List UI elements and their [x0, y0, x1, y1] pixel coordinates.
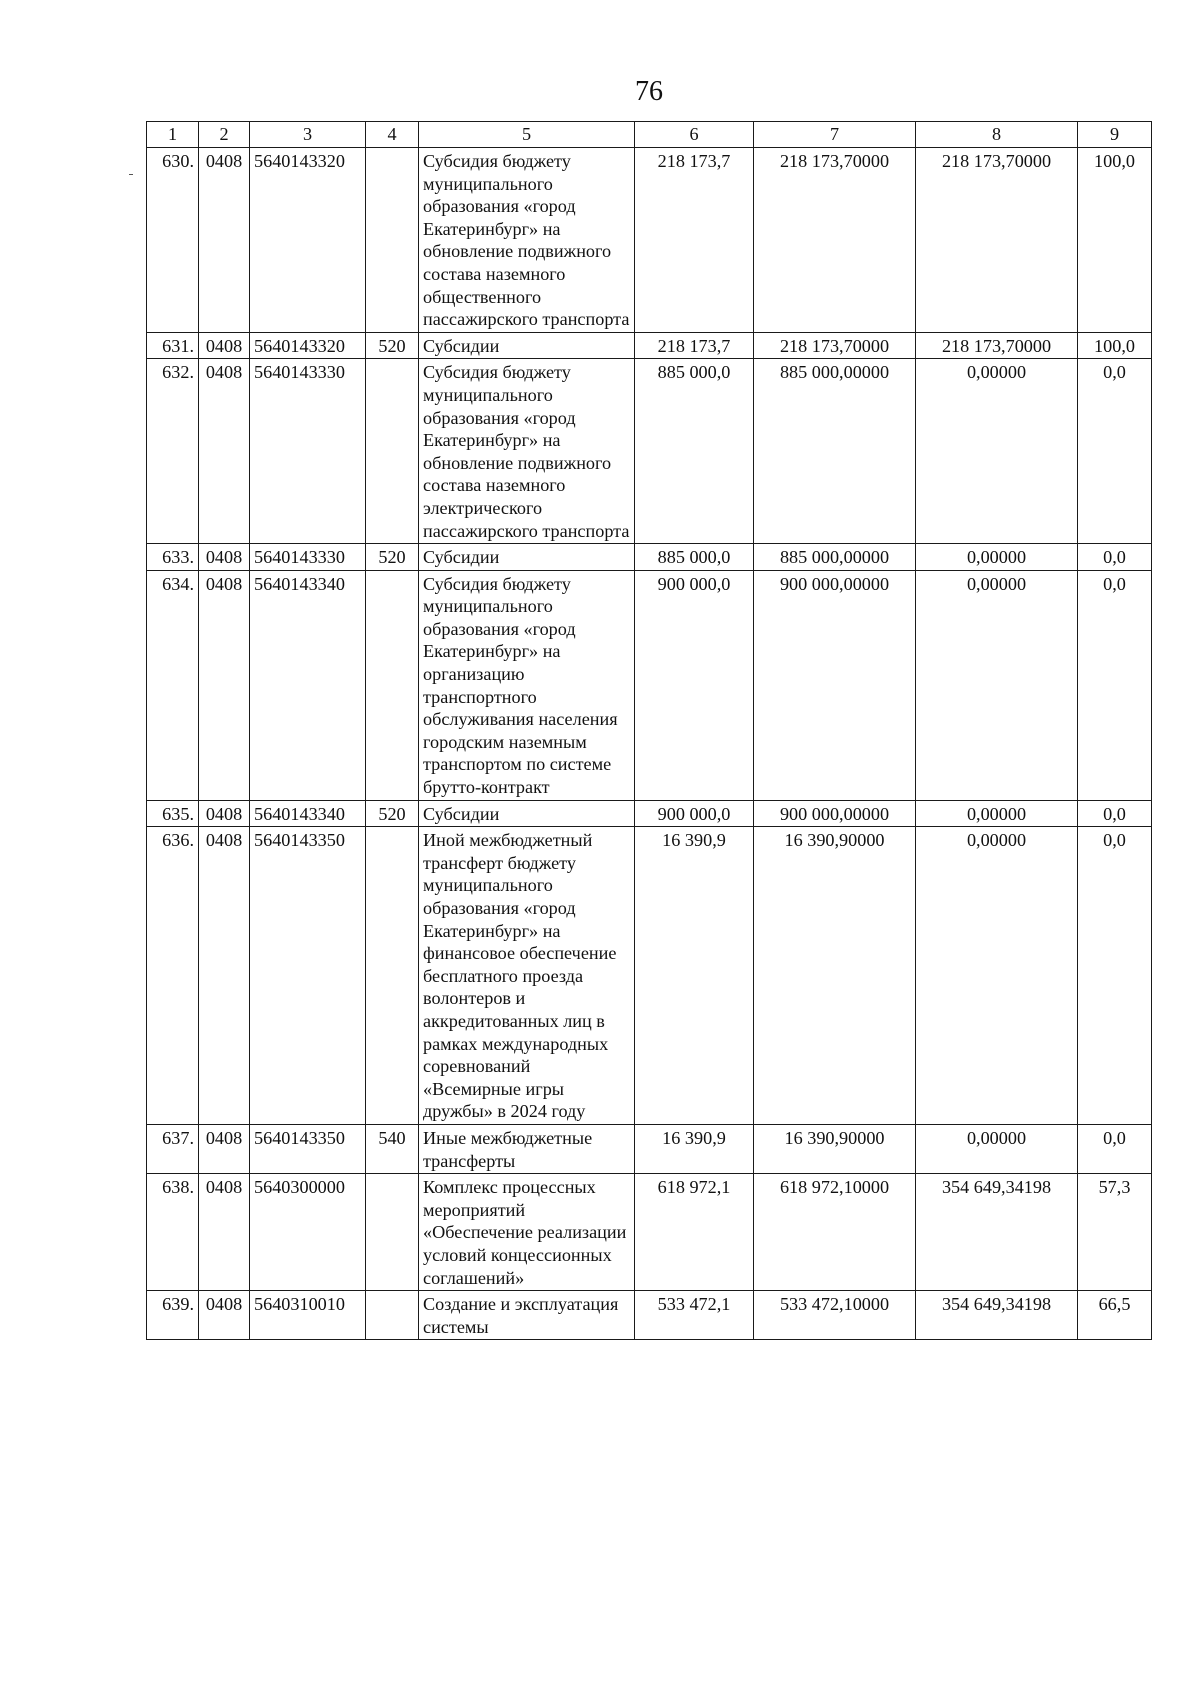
- column-header: 9: [1078, 122, 1152, 148]
- section-code: 0408: [199, 544, 250, 571]
- value-col-8: 218 173,70000: [916, 332, 1078, 359]
- item-name: Субсидия бюджету муниципального образования «город Екатеринбург» на обновление подвижного состава наземного электрического пассажирского транспорта: [419, 359, 635, 544]
- column-header: 6: [635, 122, 754, 148]
- target-article-code: 5640143330: [250, 544, 366, 571]
- value-col-6: 533 472,1: [635, 1291, 754, 1340]
- item-name: Комплекс процессных мероприятий «Обеспечение реализации условий концессионных соглашений»: [419, 1174, 635, 1291]
- value-col-9: 0,0: [1078, 1124, 1152, 1173]
- table-row: [147, 148, 1152, 333]
- margin-mark: [129, 174, 133, 175]
- value-col-8: 354 649,34198: [916, 1174, 1078, 1291]
- column-header: 7: [754, 122, 916, 148]
- row-number: 631.: [147, 332, 199, 359]
- table-row: [147, 1124, 1152, 1173]
- value-col-6: 885 000,0: [635, 544, 754, 571]
- section-code: 0408: [199, 359, 250, 544]
- value-col-7: 618 972,10000: [754, 1174, 916, 1291]
- value-col-6: 900 000,0: [635, 800, 754, 827]
- row-number: 630.: [147, 148, 199, 333]
- expense-type-code: 520: [366, 332, 419, 359]
- value-col-7: 218 173,70000: [754, 332, 916, 359]
- value-col-7: 218 173,70000: [754, 148, 916, 333]
- item-name: Субсидии: [419, 544, 635, 571]
- column-header: 1: [147, 122, 199, 148]
- target-article-code: 5640310010: [250, 1291, 366, 1340]
- value-col-9: 100,0: [1078, 332, 1152, 359]
- target-article-code: 5640143320: [250, 332, 366, 359]
- target-article-code: 5640300000: [250, 1174, 366, 1291]
- expense-type-code: [366, 1291, 419, 1340]
- expense-type-code: 520: [366, 544, 419, 571]
- target-article-code: 5640143320: [250, 148, 366, 333]
- row-number: 636.: [147, 827, 199, 1125]
- value-col-8: 0,00000: [916, 800, 1078, 827]
- expense-type-code: [366, 570, 419, 800]
- section-code: 0408: [199, 800, 250, 827]
- row-number: 634.: [147, 570, 199, 800]
- value-col-6: 218 173,7: [635, 148, 754, 333]
- table-row: [147, 1174, 1152, 1291]
- target-article-code: 5640143340: [250, 800, 366, 827]
- table-row: [147, 570, 1152, 800]
- value-col-9: 0,0: [1078, 827, 1152, 1125]
- section-code: 0408: [199, 570, 250, 800]
- value-col-7: 16 390,90000: [754, 827, 916, 1125]
- column-header: 8: [916, 122, 1078, 148]
- value-col-7: 885 000,00000: [754, 544, 916, 571]
- value-col-6: 618 972,1: [635, 1174, 754, 1291]
- value-col-7: 16 390,90000: [754, 1124, 916, 1173]
- column-header: 4: [366, 122, 419, 148]
- table-row: [147, 359, 1152, 544]
- row-number: 637.: [147, 1124, 199, 1173]
- column-header: 3: [250, 122, 366, 148]
- value-col-9: 57,3: [1078, 1174, 1152, 1291]
- value-col-8: 0,00000: [916, 827, 1078, 1125]
- table-row: [147, 544, 1152, 571]
- expense-type-code: [366, 1174, 419, 1291]
- item-name: Субсидии: [419, 800, 635, 827]
- value-col-7: 900 000,00000: [754, 800, 916, 827]
- target-article-code: 5640143350: [250, 1124, 366, 1173]
- value-col-6: 16 390,9: [635, 827, 754, 1125]
- budget-table: [146, 121, 1152, 1340]
- value-col-9: 0,0: [1078, 544, 1152, 571]
- value-col-8: 0,00000: [916, 1124, 1078, 1173]
- value-col-9: 66,5: [1078, 1291, 1152, 1340]
- table-row: [147, 332, 1152, 359]
- table-row: [147, 827, 1152, 1125]
- value-col-6: 16 390,9: [635, 1124, 754, 1173]
- row-number: 632.: [147, 359, 199, 544]
- value-col-8: 218 173,70000: [916, 148, 1078, 333]
- value-col-8: 0,00000: [916, 570, 1078, 800]
- row-number: 638.: [147, 1174, 199, 1291]
- section-code: 0408: [199, 148, 250, 333]
- expense-type-code: 520: [366, 800, 419, 827]
- expense-type-code: [366, 148, 419, 333]
- section-code: 0408: [199, 1124, 250, 1173]
- section-code: 0408: [199, 827, 250, 1125]
- value-col-9: 100,0: [1078, 148, 1152, 333]
- expense-type-code: 540: [366, 1124, 419, 1173]
- target-article-code: 5640143350: [250, 827, 366, 1125]
- item-name: Иной межбюджетный трансферт бюджету муниципального образования «город Екатеринбург» на финансовое обеспечение бесплатного проезда волонтеров и аккредитованных лиц в рамках международных соревнований «Всемирные игры дружбы» в 2024 году: [419, 827, 635, 1125]
- table-header-row: [147, 122, 1152, 148]
- table-row: [147, 800, 1152, 827]
- section-code: 0408: [199, 1174, 250, 1291]
- table-row: [147, 1291, 1152, 1340]
- value-col-6: 885 000,0: [635, 359, 754, 544]
- column-header: 2: [199, 122, 250, 148]
- value-col-7: 885 000,00000: [754, 359, 916, 544]
- value-col-7: 900 000,00000: [754, 570, 916, 800]
- item-name: Иные межбюджетные трансферты: [419, 1124, 635, 1173]
- section-code: 0408: [199, 1291, 250, 1340]
- value-col-6: 900 000,0: [635, 570, 754, 800]
- value-col-6: 218 173,7: [635, 332, 754, 359]
- expense-type-code: [366, 827, 419, 1125]
- value-col-8: 0,00000: [916, 544, 1078, 571]
- item-name: Субсидии: [419, 332, 635, 359]
- expense-type-code: [366, 359, 419, 544]
- item-name: Субсидия бюджету муниципального образования «город Екатеринбург» на организацию транспортного обслуживания населения городским наземным транспортом по системе брутто-контракт: [419, 570, 635, 800]
- value-col-8: 354 649,34198: [916, 1291, 1078, 1340]
- row-number: 635.: [147, 800, 199, 827]
- value-col-8: 0,00000: [916, 359, 1078, 544]
- item-name: Субсидия бюджету муниципального образования «город Екатеринбург» на обновление подвижного состава наземного общественного пассажирского транспорта: [419, 148, 635, 333]
- page-number: 76: [635, 76, 663, 107]
- value-col-9: 0,0: [1078, 570, 1152, 800]
- column-header: 5: [419, 122, 635, 148]
- value-col-7: 533 472,10000: [754, 1291, 916, 1340]
- row-number: 639.: [147, 1291, 199, 1340]
- row-number: 633.: [147, 544, 199, 571]
- section-code: 0408: [199, 332, 250, 359]
- value-col-9: 0,0: [1078, 359, 1152, 544]
- target-article-code: 5640143340: [250, 570, 366, 800]
- value-col-9: 0,0: [1078, 800, 1152, 827]
- item-name: Создание и эксплуатация системы: [419, 1291, 635, 1340]
- target-article-code: 5640143330: [250, 359, 366, 544]
